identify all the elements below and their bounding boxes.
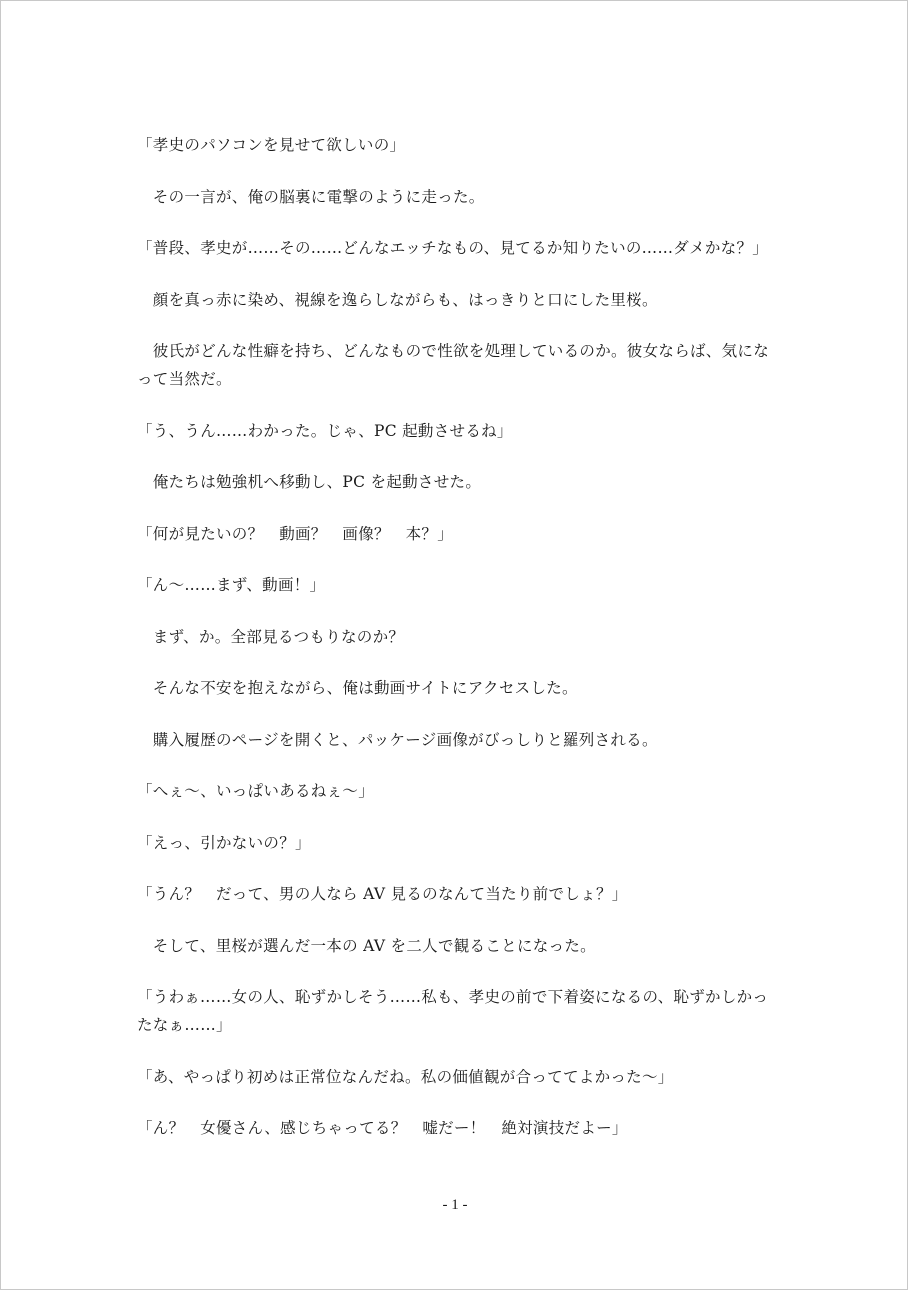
paragraph-4: 顔を真っ赤に染め、視線を逸らしながらも、はっきりと口にした里桜。 (137, 290, 658, 309)
paragraph-1: 「孝史のパソコンを見せて欲しいの」 (137, 136, 406, 154)
paragraph-9: 「ん〜……まず、動画！」 (137, 576, 326, 594)
paragraph-2: その一言が、俺の脳裏に電撃のように走った。 (137, 187, 485, 206)
paragraph-18: 「あ、やっぱり初めは正常位なんだね。私の価値観が合っててよかった〜」 (137, 1067, 674, 1086)
paragraph-15: 「うん？ だって、男の人なら AV 見るのなんて当たり前でしょ？」 (137, 885, 628, 903)
page-number: - 1 - (442, 1197, 468, 1213)
paragraph-14: 「えっ、引かないの？」 (137, 833, 311, 852)
paragraph-10: まず、か。全部見るつもりなのか？ (137, 627, 405, 646)
paragraph-16: そして、里桜が選んだ一本の AV を二人で観ることになった。 (137, 936, 596, 955)
paragraph-3: 「普段、孝史が……その……どんなエッチなもの、見てるか知りたいの……ダメかな？」 (137, 239, 769, 257)
paragraph-13: 「へぇ〜、いっぱいあるねぇ〜」 (137, 782, 375, 800)
paragraph-6: 「う、うん……わかった。じゃ、PC 起動させるね」 (137, 421, 513, 440)
paragraph-12: 購入履歴のページを開くと、パッケージ画像がびっしりと羅列される。 (137, 730, 658, 749)
paragraph-8: 「何が見たいの？ 動画？ 画像？ 本？」 (137, 524, 454, 543)
body-text (137, 131, 797, 1142)
paragraph-19: 「ん？ 女優さん、感じちゃってる？ 嘘だー！ 絶対演技だよー」 (137, 1119, 628, 1137)
paragraph-7: 俺たちは勉強机へ移動し、PC を起動させた。 (137, 473, 482, 491)
paragraph-5: 彼氏がどんな性癖を持ち、どんなもので性欲を処理しているのか。彼女ならば、気にな って当然だ。 (137, 342, 770, 388)
paragraph-17: 「うわぁ……女の人、恥ずかしそう……私も、孝史の前で下着姿になるの、恥ずかしかっ たなぁ……」 (137, 988, 769, 1034)
paragraph-11: そんな不安を抱えながら、俺は動画サイトにアクセスした。 (137, 679, 578, 697)
